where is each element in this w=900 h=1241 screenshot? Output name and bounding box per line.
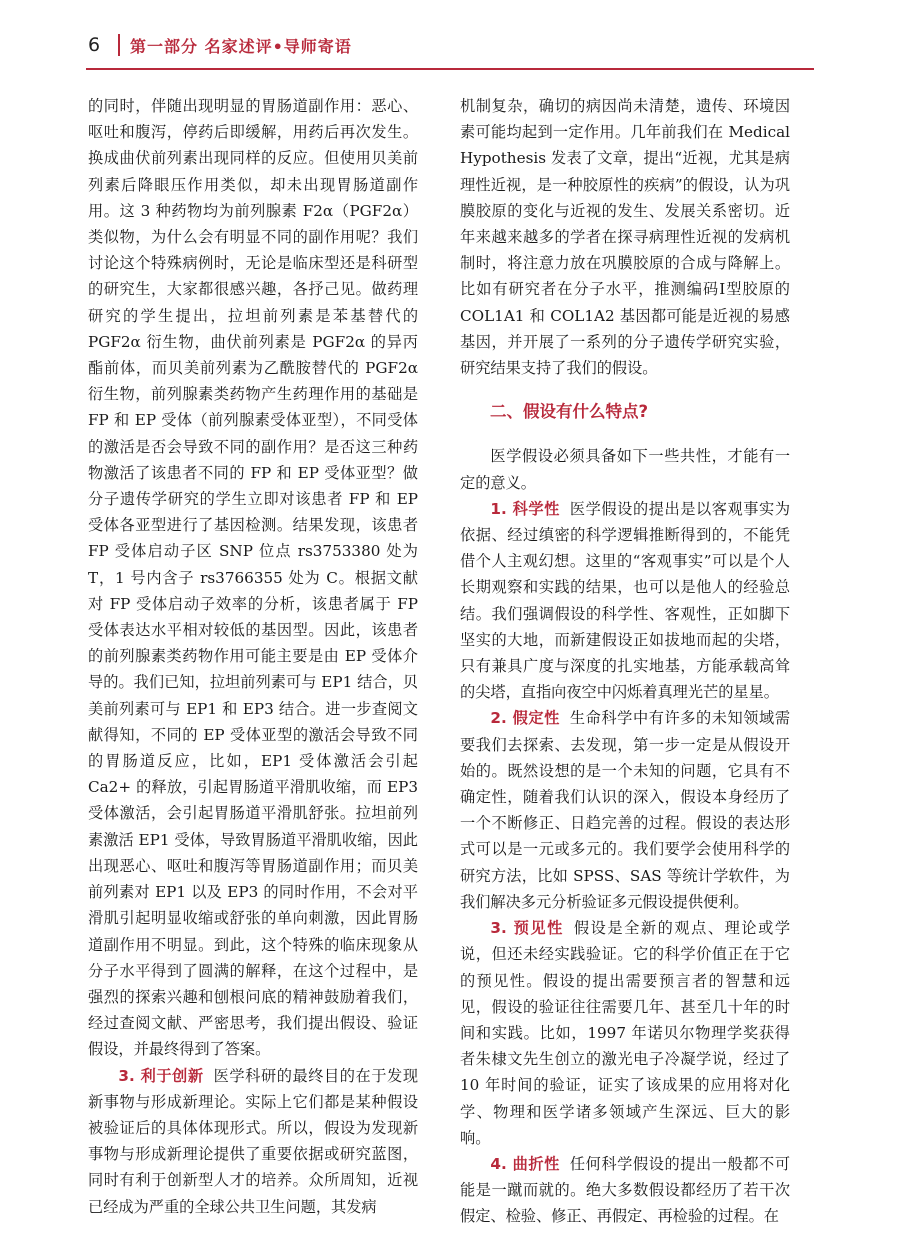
section-heading: 二、假设有什么特点? bbox=[490, 402, 649, 422]
right-column bbox=[460, 93, 790, 1230]
paragraph-text: 任何科学假设的提出一般都不可能是一蹴而就的。绝大多数假设都经历了若干次假定、检验、修正、再假定、再检验的过程。在 bbox=[460, 1154, 791, 1226]
subheading: 2. 假定性 bbox=[490, 709, 560, 728]
subheading: 4. 曲折性 bbox=[490, 1154, 560, 1173]
page-header bbox=[88, 30, 812, 64]
paragraph-item bbox=[460, 705, 790, 915]
paragraph-text: 医学科研的最终目的在于发现新事物与形成新理论。实际上它们都是某种假设被验证后的具体体现形式。所以，假设为发现新事物与形成新理论提供了重要依据或研究蓝图，同时有利于创新型人才的培养。众所周知，近视已经成为严重的全球公共卫生问题，其发病 bbox=[88, 1066, 419, 1216]
paragraph-item bbox=[460, 915, 790, 1151]
subheading: 1. 科学性 bbox=[490, 499, 560, 518]
paragraph: 的同时，伴随出现明显的胃肠道副作用：恶心、呕吐和腹泻，停药后即缓解，用药后再次发生。换成曲伏前列素出现同样的反应。但使用贝美前列素后降眼压作用类似，却未出现胃肠道副作用。这 3 种药物均为前列腺素 F2α（PGF2α）类似物，为什么会有明显不同的副作用呢？我们讨论这个特殊病例时，无论是临床型还是科研型的研究生，大家都很感兴趣，各抒己见。做药理研究的学生提出，拉坦前列素是苯基替代的 PGF2α 衍生物，曲伏前列素是 PGF2α 的异丙酯前体，而贝美前列素为乙酰胺替代的 PGF2α 衍生物，前列腺素类药物产生药理作用的基础是 FP 和 EP 受体（前列腺素受体亚型），不同受体的激活是否会导致不同的副作用？是否这三种药物激活了该患者不同的 FP 和 EP 受体亚型？做分子遗传学研究的学生立即对该患者 FP 和 EP 受体各亚型进行了基因检测。结果发现，该患者 FP 受体启动子区 SNP 位点 rs3753380 处为 T，1 号内含子 rs3766355 处为 C。根据文献对 FP 受体启动子效率的分析，该患者属于 FP 受体表达水平相对较低的基因型。因此，该患者的前列腺素类药物作用可能主要是由 EP 受体介导的。我们已知，拉坦前列素可与 EP1 结合，贝美前列素可与 EP1 和 EP3 结合。进一步查阅文献得知，不同的 EP 受体亚型的激活会导致不同的胃肠道反应，比如，EP1 受体激活会引起 Ca2+ 的释放，引起胃肠道平滑肌收缩，而 EP3 受体激活，会引起胃肠道平滑肌舒张。拉坦前列素激活 EP1 受体，导致胃肠道平滑肌收缩，因此出现恶心、呕吐和腹泻等胃肠道副作用；而贝美前列素对 EP1 以及 EP3 的同时作用，不会对平滑肌引起明显收缩或舒张的单向刺激，因此胃肠道副作用不明显。到此，这个特殊的临床现象从分子水平得到了圆满的解释，在这个过程中，是强烈的探索兴趣和刨根问底的精神鼓励着我们，经过查阅文献、严密思考，我们提出假设、验证假设，并最终得到了答案。 bbox=[88, 97, 418, 1059]
page-number: 6 bbox=[88, 34, 101, 56]
paragraph-innovation bbox=[88, 1063, 418, 1220]
paragraph-text: 假设是全新的观点、理论或学说，但还未经实践验证。它的科学价值正在于它的预见性。假设的提出需要预言者的智慧和远见，假设的验证往往需要几年、甚至几十年的时间和实践。比如，1997 年诺贝尔物理学奖获得者朱棣文先生创立的激光电子冷凝学说，经过了 10 年时间的验证，证实了该成果的应用将对化学、物理和医学诸多领域产生深远、巨大的影响。 bbox=[460, 919, 791, 1147]
paragraph-item bbox=[460, 496, 790, 706]
section-title: 第一部分 名家述评•导师寄语 bbox=[130, 37, 352, 56]
left-column bbox=[88, 93, 418, 1220]
paragraph-text: 生命科学中有许多的未知领域需要我们去探索、去发现，第一步一定是从假设开始的。既然设想的是一个未知的问题，它具有不确定性，随着我们认识的深入，假设本身经历了一个不断修正、日趋完善的过程。假设的表达形式可以是一元或多元的。我们要学会使用科学的研究方法，比如 SPSS、SAS 等统计学软件，为我们解决多元分析验证多元假设提供便利。 bbox=[460, 709, 791, 911]
header-divider bbox=[118, 34, 120, 56]
paragraph: 机制复杂，确切的病因尚未清楚，遗传、环境因素可能均起到一定作用。几年前我们在 Medical Hypothesis 发表了文章，提出“近视，尤其是病理性近视，是一种胶原性的疾病”的假设，认为巩膜胶原的变化与近视的发生、发展关系密切。近年来越来越多的学者在探寻病理性近视的发病机制时，将注意力放在巩膜胶原的合成与降解上。比如有研究者在分子水平，推测编码Ⅰ型胶原的 COL1A1 和 COL1A2 基因都可能是近视的易感基因，并开展了一系列的分子遗传学研究实验，研究结果支持了我们的假设。 bbox=[460, 97, 790, 378]
paragraph-intro: 医学假设必须具备如下一些共性，才能有一定的意义。 bbox=[460, 447, 790, 492]
paragraph-item bbox=[460, 1151, 790, 1230]
paragraph-text: 医学假设的提出是以客观事实为依据、经过缜密的科学逻辑推断得到的，不能凭借个人主观幻想。这里的“客观事实”可以是个人长期观察和实践的结果，也可以是他人的经验总结。我们强调假设的科学性、客观性，正如脚下坚实的大地，而新建假设正如拔地而起的尖塔，只有兼具广度与深度的扎实地基，方能承载高耸的尖塔，直指向夜空中闪烁着真理光芒的星星。 bbox=[460, 499, 791, 702]
header-rule bbox=[86, 68, 814, 70]
subheading: 3. 利于创新 bbox=[118, 1066, 204, 1085]
subheading: 3. 预见性 bbox=[490, 919, 564, 938]
